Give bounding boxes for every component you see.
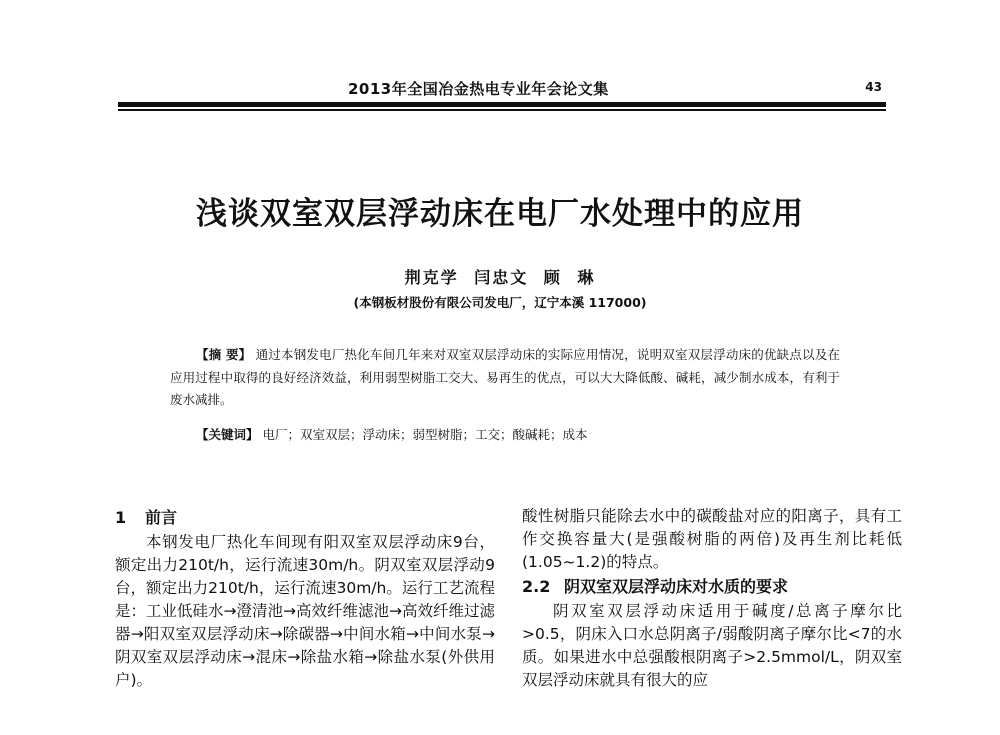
- paragraph: 阴双室双层浮动床适用于碱度/总离子摩尔比>0.5，阴床入口水总阴离子/弱酸阴离子摩尔比<7的水质。如果进水中总强酸根阴离子>2.5mmol/L，阴双室双层浮动床就具有很大的应: [522, 602, 902, 689]
- authors: 荆克学 闫忠文 顾 琳: [404, 268, 596, 287]
- keywords-text: 电厂；双室双层；浮动床；弱型树脂；工交；酸碱耗；成本: [262, 427, 588, 442]
- section-heading: [115, 505, 495, 531]
- section-number: 1: [115, 508, 127, 527]
- running-header: [118, 70, 886, 96]
- keywords: [196, 425, 836, 443]
- left-column: [115, 505, 495, 692]
- paragraph-continuation: 酸性树脂只能除去水中的碳酸盐对应的阳离子，具有工作交换容量大(是强酸树脂的两倍)及再生剂比耗低(1.05~1.2)的特点。: [522, 507, 902, 571]
- subsection-title: 阴双室双层浮动床对水质的要求: [564, 577, 789, 596]
- subsection-heading: [522, 574, 902, 600]
- affiliation: (本钢板材股份有限公司发电厂，辽宁本溪 117000): [353, 295, 647, 310]
- page-number: 43: [865, 80, 882, 94]
- abstract-label: 【摘 要】: [196, 347, 252, 362]
- header-rule-thick: [118, 102, 886, 107]
- keywords-label: 【关键词】: [196, 427, 259, 442]
- abstract-text: 通过本钢发电厂热化车间几年来对双室双层浮动床的实际应用情况，说明双室双层浮动床的优缺点以及在应用过程中取得的良好经济效益，利用弱型树脂工交大、易再生的优点，可以大大降低酸、碱耗，减少制水成本，有利于废水减排。: [170, 347, 840, 407]
- subsection-number: 2.2: [522, 577, 551, 596]
- paragraph: 本钢发电厂热化车间现有阳双室双层浮动床9台，额定出力210t/h，运行流速30m/h。阴双室双层浮动9台，额定出力210t/h，运行流速30m/h。运行工艺流程是：工业低硅水→澄清池→高效纤维滤池→高效纤维过滤器→阳双室双层浮动床→除碳器→中间水箱→中间水泵→阴双室双层浮动床→混床→除盐水箱→除盐水泵(外供用户)。: [115, 533, 495, 689]
- journal-title: 2013年全国冶金热电专业年会论文集: [348, 80, 609, 98]
- abstract: [170, 344, 840, 412]
- article-title: 浅谈双室双层浮动床在电厂水处理中的应用: [196, 196, 804, 232]
- right-column: [522, 505, 902, 692]
- header-rule-thin: [118, 109, 886, 111]
- section-title: 前言: [145, 508, 178, 527]
